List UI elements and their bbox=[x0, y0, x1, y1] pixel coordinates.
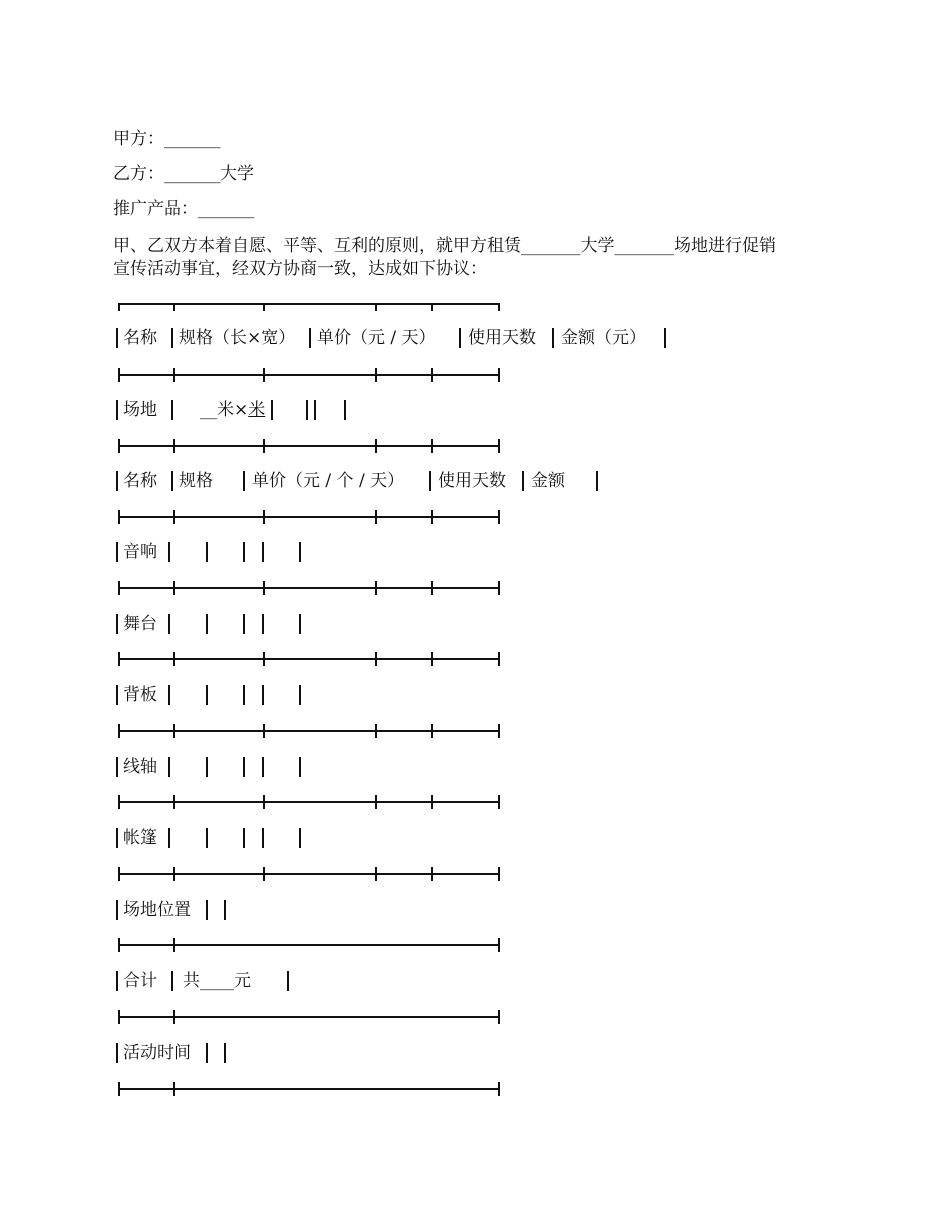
party-a-line bbox=[113, 128, 220, 150]
equipment-row-name: 背板 bbox=[123, 685, 157, 705]
equipment-header-row bbox=[116, 470, 616, 492]
table-rule bbox=[118, 867, 502, 881]
time-row bbox=[116, 1042, 316, 1064]
table-rule-merged bbox=[118, 1010, 502, 1024]
location-row bbox=[116, 899, 316, 921]
party-b-blank: _______ bbox=[164, 164, 220, 184]
venue-header-days: 使用天数 bbox=[468, 328, 536, 348]
equipment-row bbox=[116, 613, 316, 635]
venue-row-name: 场地 bbox=[123, 400, 157, 420]
equipment-row bbox=[116, 756, 316, 778]
table-rule bbox=[118, 652, 502, 666]
table-rule bbox=[118, 368, 502, 382]
venue-row-spec bbox=[200, 399, 265, 421]
venue-row-spec-unit: 米 bbox=[248, 400, 266, 420]
total-row bbox=[116, 970, 316, 992]
table-rule-merged bbox=[118, 938, 502, 952]
party-b-suffix: 大学 bbox=[220, 164, 254, 184]
table-rule bbox=[118, 510, 502, 524]
table-bottom-rule bbox=[118, 1082, 502, 1096]
equipment-row-name: 线轴 bbox=[123, 757, 157, 777]
product-line bbox=[113, 198, 254, 220]
venue-row-spec-prefix: __米× bbox=[200, 400, 249, 420]
venue-row bbox=[116, 399, 416, 421]
party-b-line bbox=[113, 163, 254, 185]
party-a-label: 甲方： bbox=[113, 129, 164, 149]
venue-header-amount: 金额（元） bbox=[561, 328, 646, 348]
table-rule bbox=[118, 724, 502, 738]
total-value: 共____元 bbox=[183, 971, 251, 991]
equipment-header-spec: 规格 bbox=[179, 471, 213, 491]
equipment-row bbox=[116, 541, 316, 563]
equipment-header-days: 使用天数 bbox=[438, 471, 506, 491]
table-rule bbox=[118, 795, 502, 809]
total-label: 合计 bbox=[123, 971, 157, 991]
equipment-row-name: 音响 bbox=[123, 542, 157, 562]
intro-line-1: 甲、乙双方本着自愿、平等、互利的原则，就甲方租赁_______大学_______场地进行促销 bbox=[113, 236, 776, 256]
product-label: 推广产品： bbox=[113, 199, 198, 219]
equipment-row bbox=[116, 827, 316, 849]
table-rule bbox=[118, 439, 502, 453]
equipment-row bbox=[116, 684, 316, 706]
equipment-row-name: 舞台 bbox=[123, 614, 157, 634]
venue-header-price: 单价（元 / 天） bbox=[317, 328, 436, 348]
location-label: 场地位置 bbox=[123, 900, 191, 920]
intro-line-2: 宣传活动事宜，经双方协商一致，达成如下协议： bbox=[113, 259, 487, 279]
time-label: 活动时间 bbox=[123, 1043, 191, 1063]
venue-header-name: 名称 bbox=[123, 328, 157, 348]
venue-header-spec: 规格（长×宽） bbox=[179, 328, 296, 348]
product-blank: _______ bbox=[198, 199, 254, 219]
table-rule bbox=[118, 581, 502, 595]
equipment-header-amount: 金额 bbox=[531, 471, 565, 491]
equipment-header-price: 单价（元 / 个 / 天） bbox=[252, 471, 405, 491]
equipment-row-name: 帐篷 bbox=[123, 828, 157, 848]
table-top-rule bbox=[118, 297, 502, 311]
party-a-blank: _______ bbox=[164, 129, 220, 149]
party-b-label: 乙方： bbox=[113, 164, 164, 184]
equipment-header-name: 名称 bbox=[123, 471, 157, 491]
venue-header-row bbox=[116, 327, 676, 349]
